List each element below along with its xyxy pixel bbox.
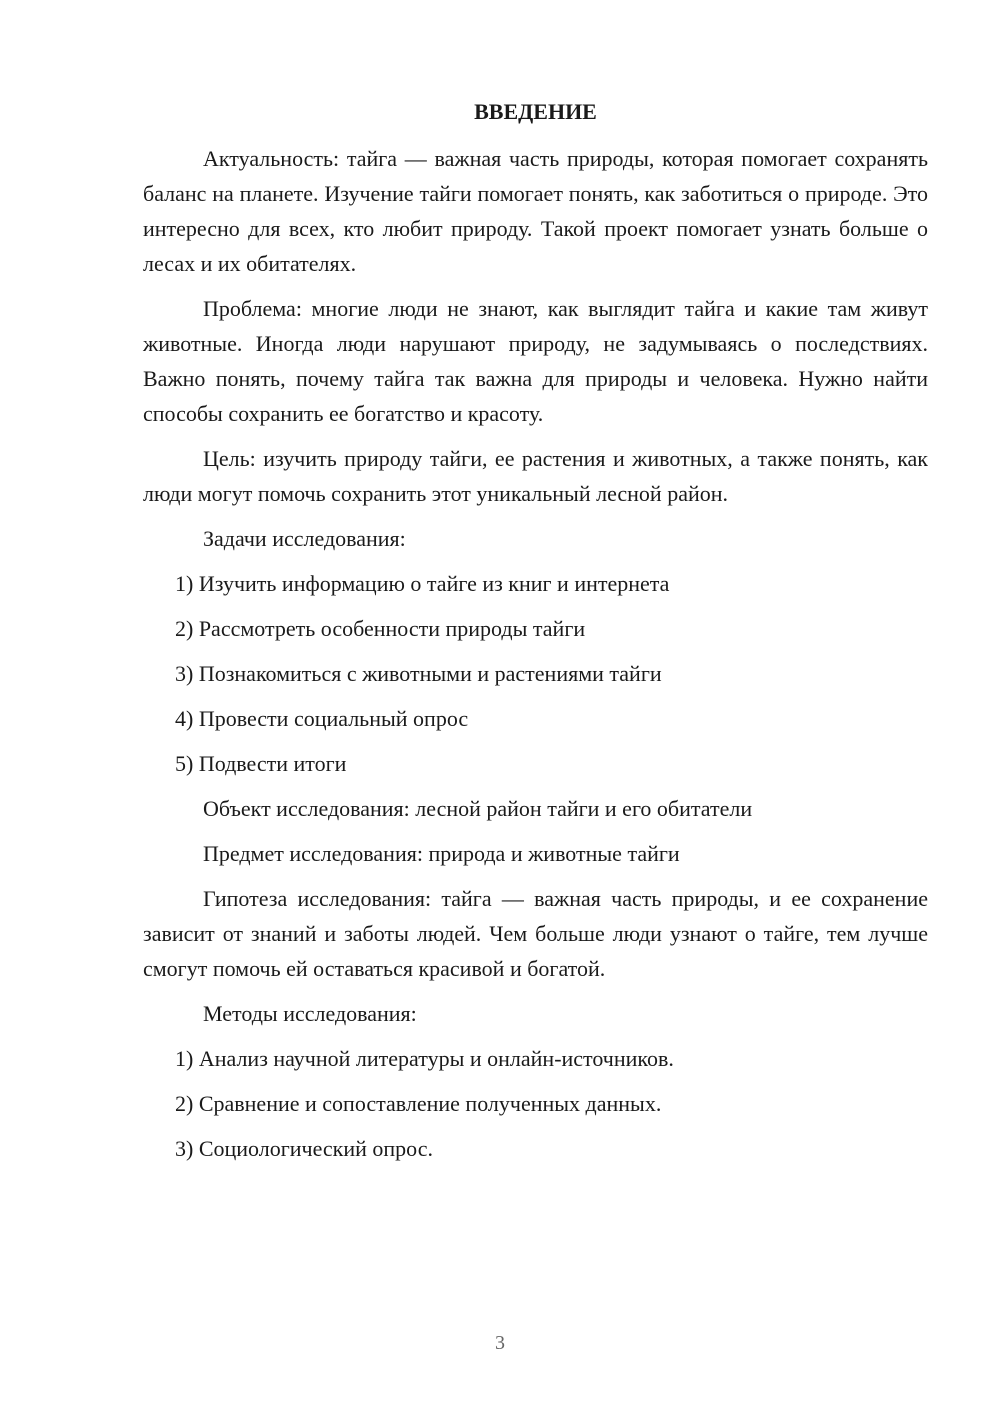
tasks-list [143,566,928,781]
list-item: 3) Социологический опрос. [175,1136,433,1161]
tasks-heading: Задачи исследования: [203,526,406,551]
goal-paragraph: Цель: изучить природу тайги, ее растения и животных, а также понять, как люди могут помочь сохранить этот уникальный лесной район. [143,446,928,506]
subject-line: Предмет исследования: природа и животные тайги [203,841,680,866]
list-item: 1) Анализ научной литературы и онлайн-источников. [175,1046,674,1071]
problem-paragraph: Проблема: многие люди не знают, как выглядит тайга и какие там живут животные. Иногда люди нарушают природу, не задумываясь о последствиях. Важно понять, почему тайга так важна для природы и человека. Нужно найти способы сохранить ее богатство и красоту. [143,296,928,426]
list-item: 2) Рассмотреть особенности природы тайги [175,616,586,641]
relevance-paragraph: Актуальность: тайга — важная часть природы, которая помогает сохранять баланс на планете. Изучение тайги помогает понять, как заботиться о природе. Это интересно для всех, кто любит природу. Такой проект помогает узнать больше о лесах и их обитателях. [143,146,928,276]
methods-list [143,1041,928,1166]
page-number: 3 [495,1332,505,1354]
hypothesis-paragraph: Гипотеза исследования: тайга — важная часть природы, и ее сохранение зависит от знаний и заботы людей. Чем больше люди узнают о тайге, тем лучше смогут помочь ей оставаться красивой и богатой. [143,886,928,981]
methods-heading: Методы исследования: [203,1001,417,1026]
section-title: ВВЕДЕНИЕ [474,99,597,124]
object-line: Объект исследования: лесной район тайги и его обитатели [203,796,753,821]
list-item: 4) Провести социальный опрос [175,706,469,731]
list-item: 1) Изучить информацию о тайге из книг и интернета [175,571,670,596]
list-item: 2) Сравнение и сопоставление полученных данных. [175,1091,662,1116]
list-item: 3) Познакомиться с животными и растениями тайги [175,661,662,686]
list-item: 5) Подвести итоги [175,751,347,776]
page-content [143,94,928,1176]
